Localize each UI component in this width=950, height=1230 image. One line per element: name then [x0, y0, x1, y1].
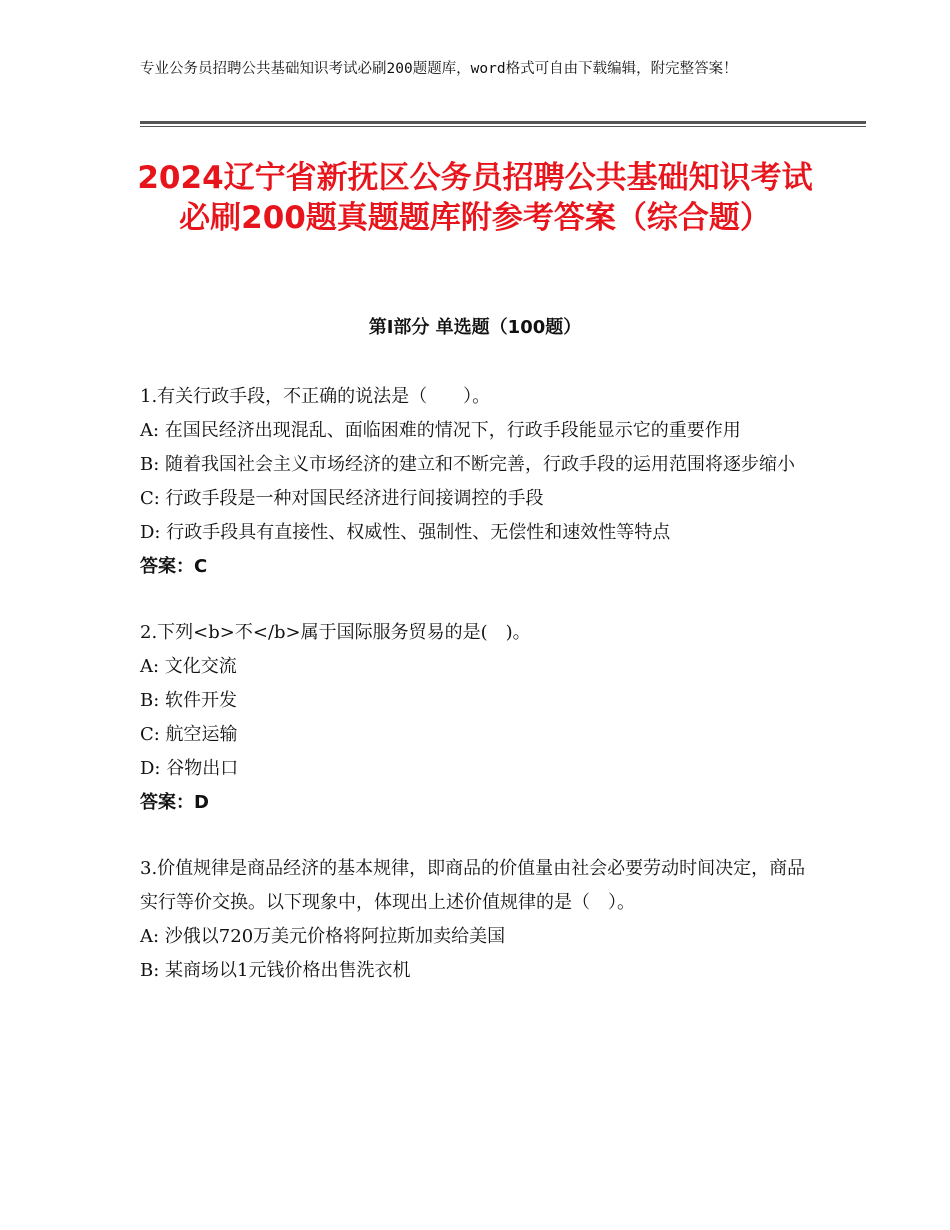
question-3 — [140, 852, 810, 988]
question-1 — [140, 380, 810, 584]
option-c: C: 航空运输 — [140, 724, 238, 745]
header-note: 专业公务员招聘公共基础知识考试必刷200题题库，word格式可自由下载编辑，附完整答案！ — [140, 61, 738, 77]
option-b: B: 某商场以1元钱价格出售洗衣机 — [140, 960, 411, 981]
question-stem: 2.下列<b>不</b>属于国际服务贸易的是( )。 — [140, 622, 531, 643]
question-stem: 1.有关行政手段，不正确的说法是（ ）。 — [140, 386, 491, 407]
section-title: 第Ⅰ部分 单选题（100题） — [368, 317, 582, 338]
header-divider-thin — [140, 126, 866, 127]
document-title: 2024辽宁省新抚区公务员招聘公共基础知识考试必刷200题真题题库附参考答案（综合题） — [137, 160, 813, 236]
option-c: C: 行政手段是一种对国民经济进行间接调控的手段 — [140, 488, 544, 509]
question-stem: 3.价值规律是商品经济的基本规律，即商品的价值量由社会必要劳动时间决定，商品实行等价交换。以下现象中，体现出上述价值规律的是（ ）。 — [140, 858, 806, 913]
question-2 — [140, 616, 810, 820]
option-d: D: 行政手段具有直接性、权威性、强制性、无偿性和速效性等特点 — [140, 522, 671, 543]
answer: 答案：D — [140, 792, 209, 813]
option-a: A: 沙俄以720万美元价格将阿拉斯加卖给美国 — [140, 926, 506, 947]
answer: 答案：C — [140, 556, 208, 577]
option-d: D: 谷物出口 — [140, 758, 239, 779]
option-b: B: 随着我国社会主义市场经济的建立和不断完善，行政手段的运用范围将逐步缩小 — [140, 454, 796, 475]
option-a: A: 文化交流 — [140, 656, 237, 677]
question-list — [140, 380, 810, 1020]
option-a: A: 在国民经济出现混乱、面临困难的情况下，行政手段能显示它的重要作用 — [140, 420, 741, 441]
header-divider-thick — [140, 121, 866, 124]
option-b: B: 软件开发 — [140, 690, 238, 711]
